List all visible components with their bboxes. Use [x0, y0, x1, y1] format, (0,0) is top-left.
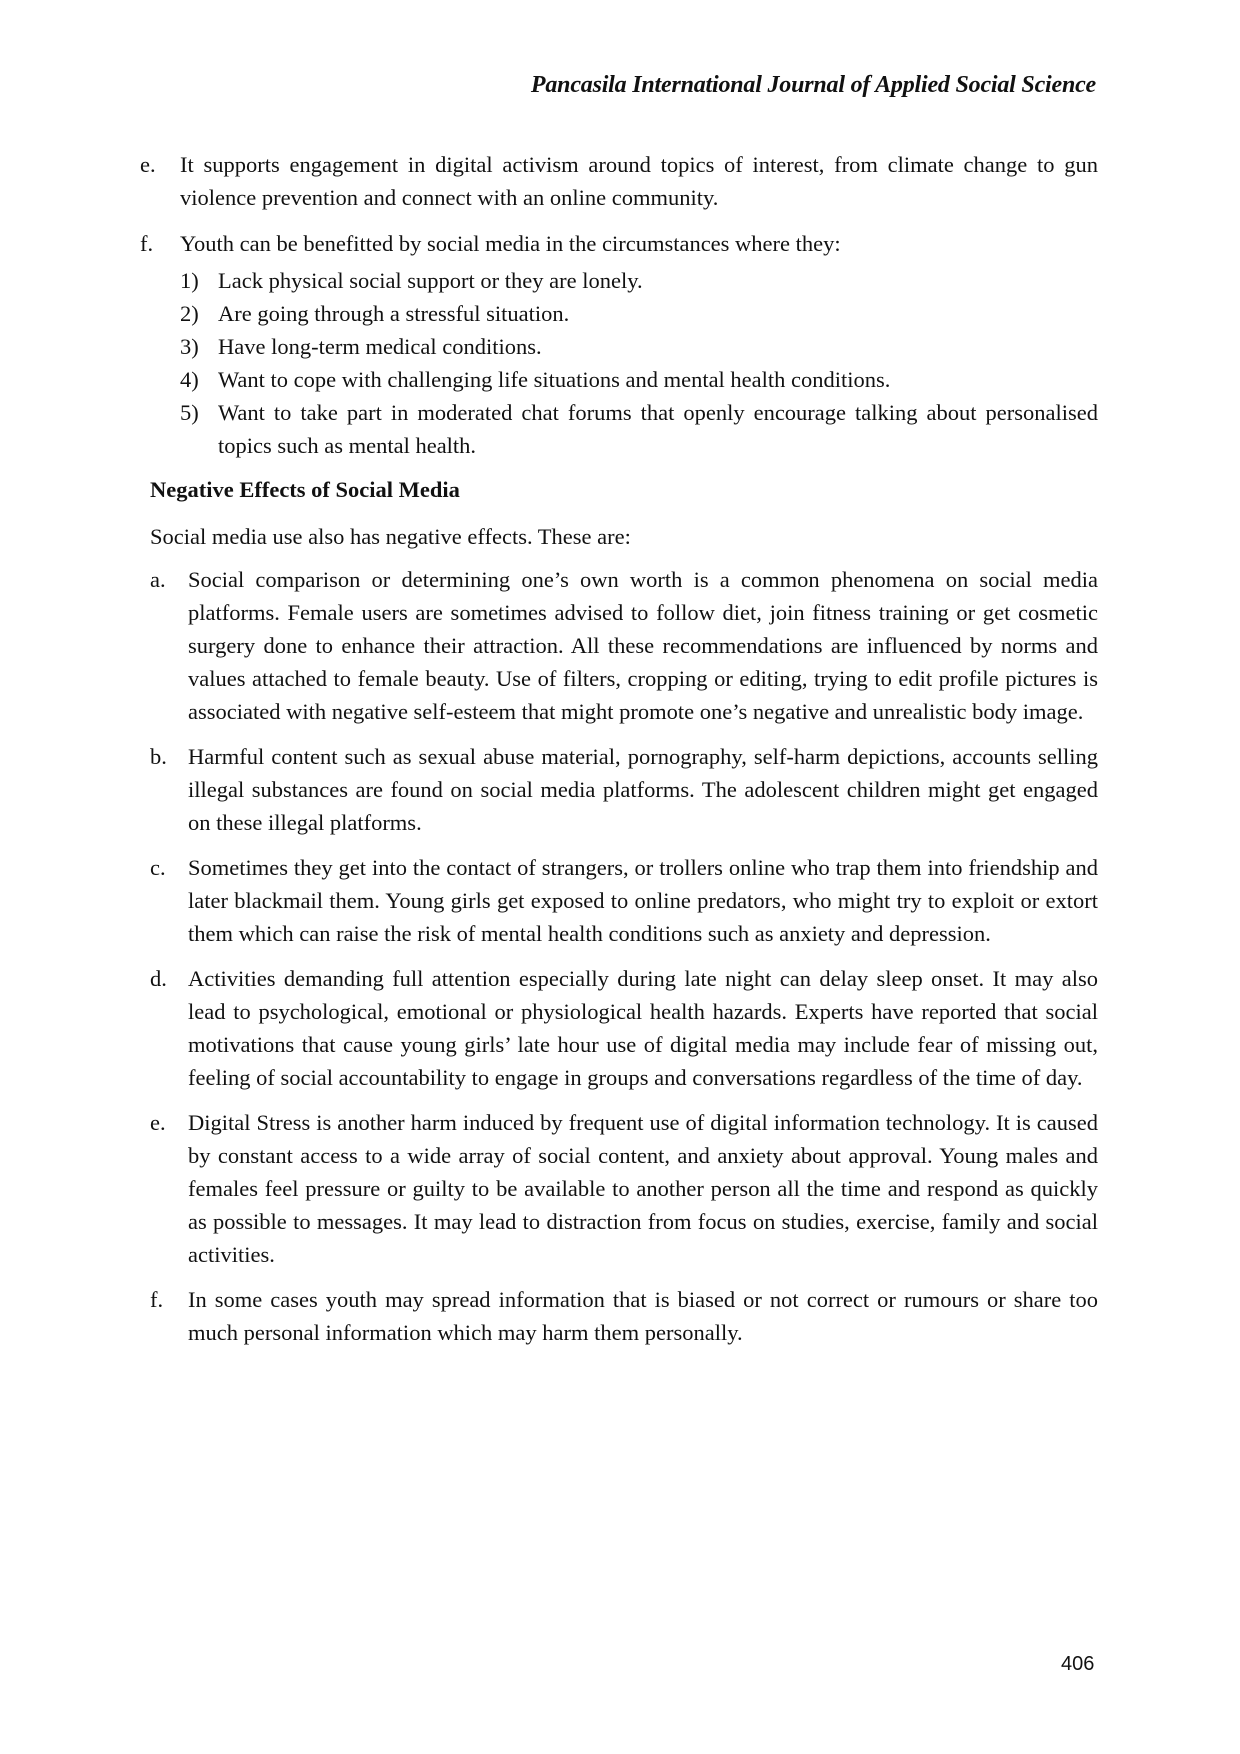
list-item-positive-f [140, 227, 1098, 260]
list-item-negative-e [150, 1106, 1098, 1271]
list-marker: a. [150, 567, 166, 592]
sublist-item [180, 330, 1098, 363]
sublist-marker: 3) [180, 334, 199, 359]
sublist-item-text: Want to take part in moderated chat forums that openly encourage talking about personalised topics such as mental health. [218, 400, 1098, 458]
sublist-marker: 5) [180, 400, 199, 425]
list-item-negative-a [150, 563, 1098, 728]
page-body [140, 148, 1098, 1361]
list-item-positive-e [140, 148, 1098, 214]
list-item-text: Harmful content such as sexual abuse material, pornography, self-harm depictions, accounts selling illegal substances are found on social media platforms. The adolescent children might get engaged on these illegal platforms. [188, 744, 1098, 835]
list-marker: e. [140, 152, 156, 177]
list-marker: f. [150, 1287, 164, 1312]
list-item-negative-d [150, 962, 1098, 1094]
list-item-text: In some cases youth may spread information that is biased or not correct or rumours or share too much personal information which may harm them personally. [188, 1287, 1098, 1345]
section-heading: Negative Effects of Social Media [150, 477, 460, 502]
sublist-item-text: Want to cope with challenging life situations and mental health conditions. [218, 367, 891, 392]
list-marker: b. [150, 744, 167, 769]
sublist-item-text: Are going through a stressful situation. [218, 301, 570, 326]
sublist-item [180, 363, 1098, 396]
sublist-marker: 2) [180, 301, 199, 326]
list-item-negative-f [150, 1283, 1098, 1349]
sublist-item-text: Lack physical social support or they are lonely. [218, 268, 643, 293]
sublist-marker: 1) [180, 268, 199, 293]
list-item-text: Youth can be benefitted by social media in the circumstances where they: [180, 231, 841, 256]
sublist-item [180, 396, 1098, 462]
list-item-text: It supports engagement in digital activism around topics of interest, from climate change to gun violence prevention and connect with an online community. [180, 152, 1098, 210]
list-marker: f. [140, 231, 154, 256]
journal-running-header: Pancasila International Journal of Applied Social Science [530, 72, 1096, 98]
list-marker: e. [150, 1110, 166, 1135]
circumstances-sublist [180, 264, 1098, 462]
sublist-item-text: Have long-term medical conditions. [218, 334, 542, 359]
list-item-negative-c [150, 851, 1098, 950]
section-intro: Social media use also has negative effects. These are: [150, 524, 631, 549]
list-marker: d. [150, 966, 167, 991]
list-item-text: Activities demanding full attention especially during late night can delay sleep onset. It may also lead to psychological, emotional or physiological health hazards. Experts have reported that social motivations that cause young girls’ late hour use of digital media may include fear of missing out, feeling of social accountability to engage in groups and conversations regardless of the time of day. [188, 966, 1098, 1090]
list-item-negative-b [150, 740, 1098, 839]
sublist-item [180, 264, 1098, 297]
list-item-text: Social comparison or determining one’s own worth is a common phenomena on social media platforms. Female users are sometimes advised to follow diet, join fitness training or get cosmetic surgery done to enhance their attraction. All these recommendations are influenced by norms and values attached to female beauty. Use of filters, cropping or editing, trying to edit profile pictures is associated with negative self-esteem that might promote one’s negative and unrealistic body image. [188, 567, 1098, 724]
list-marker: c. [150, 855, 166, 880]
sublist-item [180, 297, 1098, 330]
list-item-text: Sometimes they get into the contact of strangers, or trollers online who trap them into friendship and later blackmail them. Young girls get exposed to online predators, who might try to exploit or extort them which can raise the risk of mental health conditions such as anxiety and depression. [188, 855, 1098, 946]
sublist-marker: 4) [180, 367, 199, 392]
list-item-text: Digital Stress is another harm induced by frequent use of digital information technology. It is caused by constant access to a wide array of social content, and anxiety about approval. Young males and females feel pressure or guilty to be available to another person all the time and respond as quickly as possible to messages. It may lead to distraction from focus on studies, exercise, family and social activities. [188, 1110, 1098, 1267]
page-number: 406 [1061, 1653, 1095, 1675]
